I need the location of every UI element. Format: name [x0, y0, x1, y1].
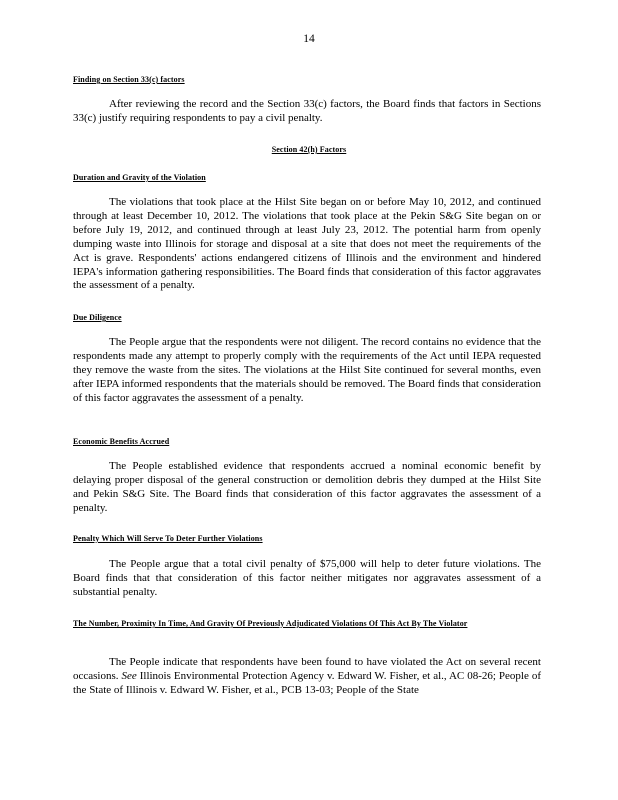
paragraph-text-citations: Illinois Environmental Protection Agency v. Edward W. Fisher, et al., AC 08-26; People of the State of Illinois v. Edward W. Fisher, et al., PCB 13-03; People of the State: [73, 669, 541, 696]
paragraph-duration-gravity: [73, 196, 541, 293]
section-heading-33c-finding: Finding on Section 33(c) factors: [73, 75, 185, 84]
paragraph-economic-benefits: [73, 460, 541, 516]
paragraph-text: The People indicate that respondents have been found to have violated the Act on several recent occasions.: [73, 656, 541, 682]
section-heading-previous-violations: The Number, Proximity In Time, And Gravity Of Previously Adjudicated Violations Of This Act By The Violator: [73, 619, 468, 628]
page-number: 14: [303, 33, 315, 45]
section-heading-deterrence: Penalty Which Will Serve To Deter Further Violations: [73, 534, 263, 543]
section-heading-due-diligence: Due Diligence: [73, 313, 122, 322]
paragraph-due-diligence: [73, 336, 541, 406]
paragraph-text: The People argue that the respondents were not diligent. The record contains no evidence that the respondents made any attempt to properly comply with the requirements of the Act until IEPA requested they remove the waste from the sites. The violations at the Hilst Site continued for several months, even after IEPA informed respondents that the materials should be removed. The Board finds that consideration of this factor aggravates the assessment of a penalty.: [73, 336, 541, 404]
paragraph-text: After reviewing the record and the Section 33(c) factors, the Board finds that factors in Sections 33(c) justify requiring respondents to pay a civil penalty.: [73, 98, 541, 124]
section-heading-42h: Section 42(h) Factors: [271, 145, 347, 154]
paragraph-previous-violations: [73, 656, 541, 698]
paragraph-text: The People established evidence that respondents accrued a nominal economic benefit by delaying proper disposal of the general construction or demolition debris they dumped at the Hilst Site and Pekin S&G Site. The Board finds that consideration of this factor aggravates the assessment of a penalty.: [73, 460, 541, 514]
paragraph-deterrence: [73, 558, 541, 600]
paragraph-text: The People argue that a total civil penalty of $75,000 will help to deter future violations. The Board finds that that consideration of this factor neither mitigates nor aggravates assessment of a substantial penalty.: [73, 558, 541, 598]
citation-signal: See: [121, 669, 137, 682]
paragraph-33c-finding: [73, 98, 541, 126]
section-heading-duration-gravity: Duration and Gravity of the Violation: [73, 173, 206, 182]
paragraph-text: The violations that took place at the Hilst Site began on or before May 10, 2012, and continued through at least December 10, 2012. The violations that took place at the Pekin S&G Site began on or before July 19, 2012, and continued through at least July 23, 2012. The potential harm from openly dumping waste into Illinois for storage and disposal at a site that does not meet the requirements of the Act is grave. Respondents' actions endangered citizens of Illinois and the environment and hindered IEPA's information gathering responsibilities. The Board finds that consideration of this factor aggravates the assessment of a penalty.: [73, 196, 541, 292]
section-heading-economic-benefits: Economic Benefits Accrued: [73, 437, 170, 446]
